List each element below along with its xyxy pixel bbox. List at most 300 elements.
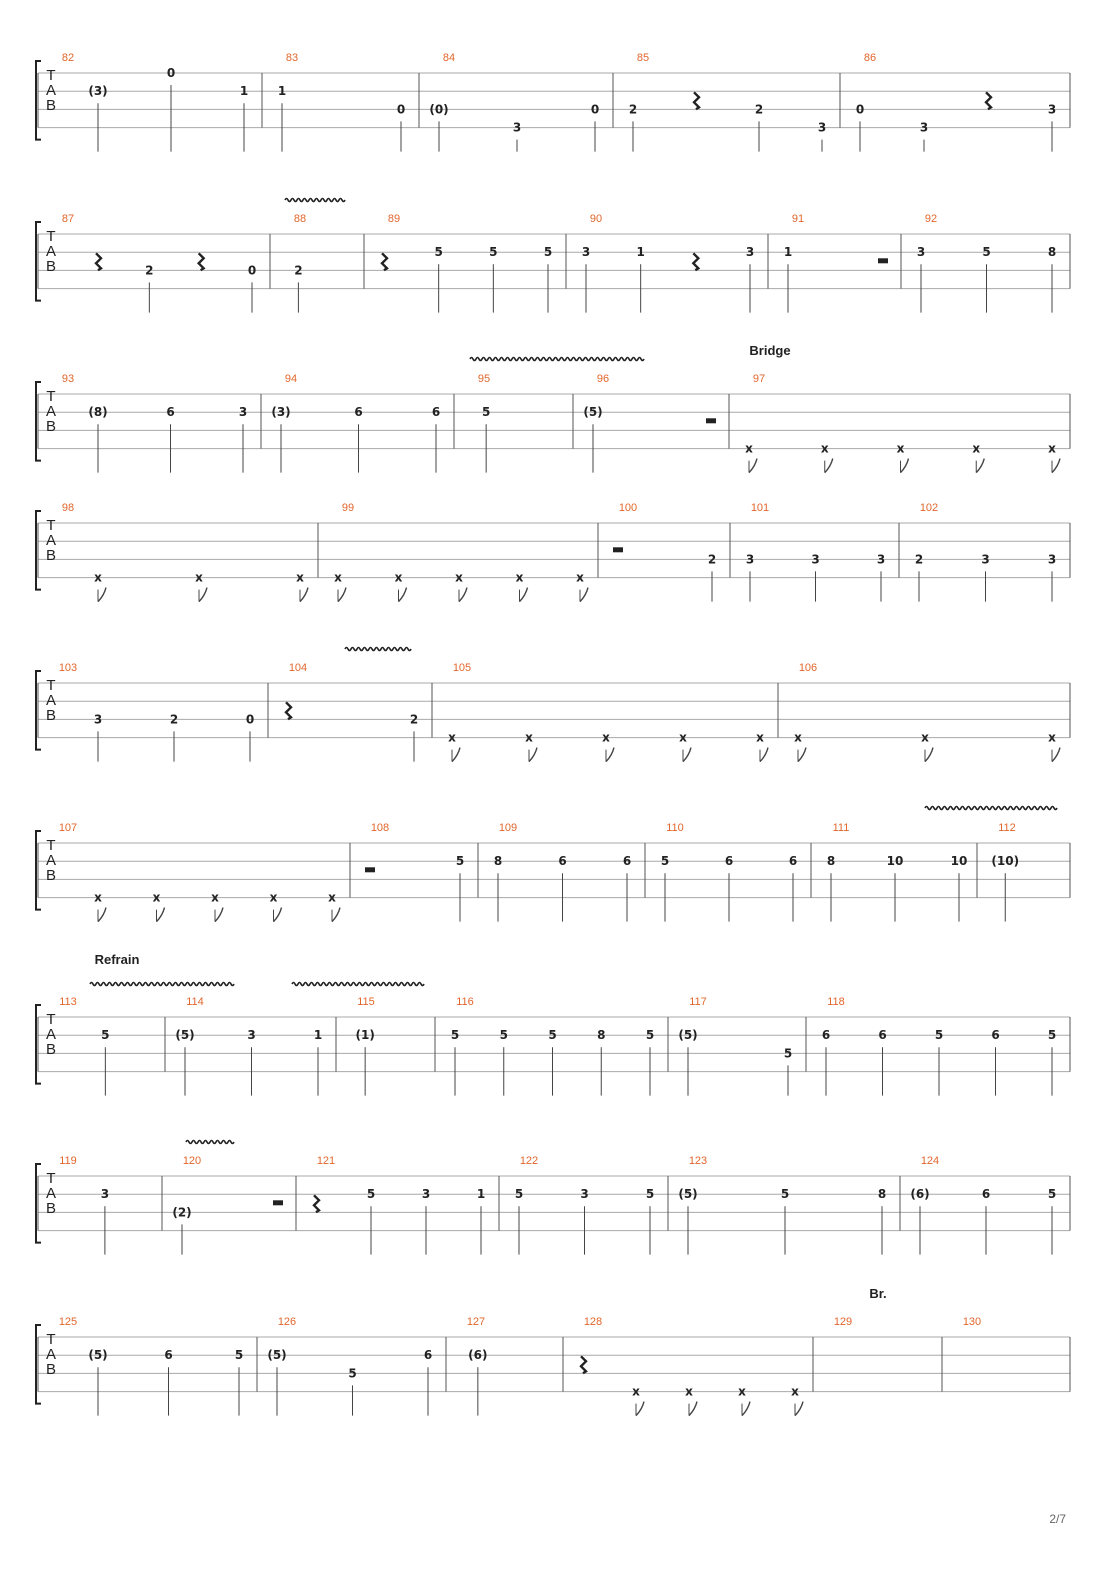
quarter-rest-mark [199, 253, 204, 270]
measure-number: 126 [277, 1316, 297, 1328]
tab-clef-letter: B [45, 707, 57, 724]
measure-99 [334, 502, 588, 602]
measure-number: 92 [924, 213, 938, 225]
measure-107 [59, 822, 340, 922]
fret-number: 3 [817, 120, 827, 135]
dead-note: x [455, 570, 463, 585]
tab-clef-letter: A [45, 243, 57, 260]
tab-clef-letter: A [45, 1026, 57, 1043]
fret-number: 2 [145, 263, 154, 278]
measure-129 [834, 1316, 852, 1328]
measure-91 [784, 213, 888, 313]
measure-121 [314, 1155, 485, 1255]
fret-number: 3 [811, 552, 820, 567]
tab-clef-letter: T [46, 1331, 56, 1348]
measure-number: 88 [293, 213, 307, 225]
eighth-flag [274, 908, 282, 922]
fret-number: 6 [878, 1028, 887, 1043]
eighth-flag [795, 1402, 803, 1416]
fret-number: 8 [597, 1028, 606, 1043]
dead-note: x [896, 441, 905, 456]
measure-86 [856, 52, 1056, 152]
dead-note: x [269, 890, 278, 905]
fret-number: 2 [169, 712, 179, 727]
dead-note: x [820, 441, 829, 456]
fret-number: 5 [366, 1187, 376, 1202]
eighth-flag [580, 588, 588, 602]
measure-number: 121 [316, 1155, 336, 1167]
measure-94 [271, 373, 440, 473]
fret-number: 3 [512, 120, 522, 135]
dead-note: x [334, 570, 342, 585]
fret-number: (5) [267, 1348, 287, 1363]
measure-82 [62, 52, 248, 152]
fret-number: 5 [1047, 1187, 1057, 1202]
fret-number: 6 [991, 1028, 1000, 1043]
fret-number: 2 [707, 552, 717, 567]
fret-number: 10 [950, 854, 968, 869]
tab-clef-letter: B [45, 1361, 57, 1378]
measure-number: 90 [589, 213, 603, 225]
tab-clef-letter: B [45, 258, 57, 275]
fret-number: 6 [724, 854, 734, 869]
eighth-flag [332, 908, 340, 922]
fret-number: 6 [431, 405, 441, 420]
eighth-flag [1052, 748, 1060, 762]
quarter-rest-mark [286, 702, 291, 719]
tab-system-5 [36, 648, 1070, 762]
tab-system-9 [36, 1316, 1070, 1416]
measure-104 [286, 662, 418, 762]
measure-number: 82 [61, 52, 75, 64]
measure-number: 128 [583, 1316, 603, 1328]
tab-clef-letter: T [46, 67, 56, 84]
fret-number: (2) [172, 1205, 192, 1220]
fret-number: 6 [354, 405, 363, 420]
fret-number: 6 [423, 1348, 433, 1363]
measure-130 [963, 1316, 981, 1328]
eighth-flag [199, 588, 207, 602]
measure-number: 111 [832, 822, 850, 834]
measure-number: 108 [370, 822, 390, 834]
quarter-rest-mark [694, 92, 699, 109]
fret-number: 3 [745, 552, 755, 567]
eighth-flag [300, 588, 308, 602]
measure-110 [661, 822, 797, 922]
fret-number: 5 [543, 245, 553, 260]
quarter-rest-mark [581, 1356, 586, 1373]
tab-clef-letter: T [46, 517, 56, 534]
fret-number: 3 [919, 120, 929, 135]
measure-111 [827, 822, 968, 922]
tab-clef-letter: B [45, 97, 57, 114]
tab-clef-letter: B [45, 1200, 57, 1217]
measure-90 [582, 213, 754, 313]
section-label: Refrain [94, 952, 140, 967]
measure-number: 86 [863, 52, 877, 64]
fret-number: 2 [754, 102, 764, 117]
fret-number: 3 [981, 552, 990, 567]
fret-number: 3 [93, 712, 103, 727]
fret-number: 6 [821, 1028, 831, 1043]
dead-note: x [525, 730, 533, 745]
dead-note: x [448, 730, 456, 745]
fret-number: 3 [876, 552, 886, 567]
dead-note: x [794, 730, 802, 745]
measure-122 [515, 1155, 654, 1255]
measure-number: 105 [452, 662, 472, 674]
measure-89 [382, 213, 552, 313]
eighth-flag [825, 459, 833, 473]
dead-note: x [756, 730, 764, 745]
fret-number: 3 [1047, 552, 1057, 567]
tab-clef-letter: A [45, 532, 57, 549]
fret-number: 5 [489, 245, 498, 260]
tab-system-6 [36, 807, 1070, 922]
measure-number: 130 [962, 1316, 982, 1328]
fret-number: 3 [238, 405, 248, 420]
dead-note: x [791, 1384, 799, 1399]
tab-clef-letter: T [46, 1011, 56, 1028]
measure-number: 100 [618, 502, 638, 514]
measure-87 [62, 213, 256, 313]
fret-number: 5 [1047, 1028, 1057, 1043]
dead-note: x [195, 570, 203, 585]
eighth-flag [742, 1402, 750, 1416]
fret-number: 3 [100, 1187, 110, 1202]
fret-number: 5 [548, 1028, 557, 1043]
fret-number: 0 [247, 263, 257, 278]
measure-number: 85 [636, 52, 650, 64]
dead-note: x [632, 1384, 640, 1399]
fret-number: 5 [348, 1366, 357, 1381]
fret-number: 6 [166, 405, 175, 420]
fret-number: 2 [409, 712, 419, 727]
measure-85 [629, 52, 826, 152]
fret-number: 5 [783, 1046, 793, 1061]
vibrato-mark [186, 1141, 234, 1144]
measure-128 [581, 1316, 803, 1416]
dead-note: x [328, 890, 336, 905]
tab-clef-letter: A [45, 82, 57, 99]
measure-number: 89 [387, 213, 401, 225]
fret-number: 5 [434, 245, 443, 260]
dead-note: x [211, 890, 219, 905]
section-label: Br. [869, 1286, 887, 1301]
eighth-flag [760, 748, 768, 762]
quarter-rest-mark [693, 253, 698, 270]
fret-number: 0 [590, 102, 600, 117]
tab-clef-letter: A [45, 403, 57, 420]
measure-number: 114 [186, 996, 204, 1008]
fret-number: 8 [493, 854, 503, 869]
half-rest-mark [706, 418, 716, 423]
dead-note: x [94, 890, 102, 905]
dead-note: x [94, 570, 102, 585]
fret-number: 5 [234, 1348, 244, 1363]
measure-124 [910, 1155, 1056, 1255]
tab-clef-letter: B [45, 547, 57, 564]
fret-number: 6 [558, 854, 567, 869]
fret-number: 2 [294, 263, 303, 278]
tab-clef-letter: T [46, 677, 56, 694]
section-label: Bridge [749, 343, 791, 358]
measure-109 [494, 822, 631, 922]
fret-number: 1 [636, 245, 645, 260]
measure-number: 129 [833, 1316, 853, 1328]
tab-clef-letter: B [45, 418, 57, 435]
measure-83 [278, 52, 405, 152]
measure-103 [59, 662, 254, 762]
eighth-flag [1052, 459, 1060, 473]
measure-number: 94 [284, 373, 298, 385]
fret-number: 3 [581, 245, 591, 260]
fret-number: 6 [788, 854, 798, 869]
fret-number: (0) [429, 102, 449, 117]
measure-119 [59, 1155, 109, 1255]
measure-116 [451, 996, 654, 1096]
dead-note: x [576, 570, 584, 585]
fret-number: 5 [660, 854, 670, 869]
measure-number: 91 [791, 213, 805, 225]
fret-number: (3) [271, 405, 291, 420]
fret-number: 3 [421, 1187, 431, 1202]
dead-note: x [1048, 730, 1056, 745]
measure-114 [175, 996, 322, 1096]
fret-number: 6 [622, 854, 632, 869]
vibrato-mark [90, 983, 234, 986]
measure-117 [678, 996, 792, 1096]
measure-number: 113 [59, 996, 77, 1008]
tab-system-1 [36, 52, 1070, 152]
fret-number: 5 [481, 405, 491, 420]
measure-number: 107 [58, 822, 78, 834]
eighth-flag [98, 908, 106, 922]
measure-number: 109 [498, 822, 518, 834]
eighth-flag [399, 588, 407, 602]
eighth-flag [901, 459, 909, 473]
fret-number: 1 [783, 245, 793, 260]
measure-number: 103 [58, 662, 78, 674]
half-rest-mark [878, 258, 888, 263]
tab-clef-letter: A [45, 692, 57, 709]
measure-113 [59, 996, 109, 1096]
measure-115 [355, 996, 374, 1096]
measure-100 [613, 502, 716, 602]
half-rest-mark [365, 867, 375, 872]
eighth-flag [689, 1402, 697, 1416]
tab-clef-letter: B [45, 867, 57, 884]
tab-clef-letter: A [45, 852, 57, 869]
measure-95 [478, 373, 490, 473]
measure-number: 122 [519, 1155, 539, 1167]
eighth-flag [452, 748, 460, 762]
tab-system-8 [36, 1141, 1070, 1255]
measure-126 [267, 1316, 432, 1416]
tab-clef-letter: A [45, 1346, 57, 1363]
measure-102 [915, 502, 1056, 602]
dead-note: x [394, 570, 403, 585]
vibrato-mark [470, 358, 644, 361]
half-rest-mark [273, 1200, 283, 1205]
fret-number: 6 [164, 1348, 173, 1363]
eighth-flag [529, 748, 537, 762]
measure-84 [429, 52, 599, 152]
measure-92 [917, 213, 1056, 313]
dead-note: x [679, 730, 687, 745]
tab-clef-letter: T [46, 228, 56, 245]
dead-note: x [745, 441, 753, 456]
measure-number: 116 [456, 996, 474, 1008]
measure-number: 112 [998, 822, 1016, 834]
dead-note: x [685, 1384, 693, 1399]
eighth-flag [215, 908, 223, 922]
vibrato-mark [925, 807, 1057, 810]
measure-125 [59, 1316, 243, 1416]
dead-note: x [515, 570, 524, 585]
fret-number: 5 [934, 1028, 944, 1043]
half-rest-mark [613, 547, 623, 552]
measure-120 [172, 1155, 283, 1255]
quarter-rest-mark [314, 1195, 319, 1212]
measure-number: 117 [689, 996, 707, 1008]
measure-number: 125 [58, 1316, 78, 1328]
measure-number: 102 [919, 502, 939, 514]
fret-number: 3 [580, 1187, 589, 1202]
measure-96 [583, 373, 716, 473]
measure-127 [467, 1316, 488, 1416]
measure-101 [746, 502, 885, 602]
measure-98 [62, 502, 308, 602]
measure-number: 118 [827, 996, 845, 1008]
measure-number: 84 [442, 52, 456, 64]
dead-note: x [602, 730, 610, 745]
eighth-flag [459, 588, 467, 602]
fret-number: 1 [277, 84, 287, 99]
measure-number: 97 [752, 373, 766, 385]
fret-number: 1 [239, 84, 249, 99]
tab-system-2 [36, 199, 1070, 313]
eighth-flag [338, 588, 346, 602]
tab-system-7 [36, 983, 1070, 1096]
measure-number: 96 [596, 373, 610, 385]
fret-number: (5) [88, 1348, 108, 1363]
tab-system-4 [36, 502, 1070, 602]
eighth-flag [976, 459, 984, 473]
fret-number: 2 [914, 552, 924, 567]
tab-clef-letter: T [46, 1170, 56, 1187]
tab-clef-letter: B [45, 1041, 57, 1058]
eighth-flag [683, 748, 691, 762]
fret-number: (5) [678, 1187, 698, 1202]
vibrato-mark [285, 199, 345, 202]
quarter-rest-mark [96, 253, 101, 270]
measure-118 [822, 996, 1056, 1096]
dead-note: x [921, 730, 929, 745]
fret-number: 5 [499, 1028, 508, 1043]
fret-number: 10 [886, 854, 904, 869]
eighth-flag [606, 748, 614, 762]
measure-123 [678, 1155, 886, 1255]
dead-note: x [972, 441, 981, 456]
fret-number: 8 [877, 1187, 887, 1202]
measure-number: 98 [61, 502, 75, 514]
measure-number: 106 [798, 662, 818, 674]
measure-number: 123 [688, 1155, 708, 1167]
fret-number: (5) [583, 405, 603, 420]
fret-number: 5 [982, 245, 991, 260]
dead-note: x [1048, 441, 1056, 456]
fret-number: 0 [166, 66, 176, 80]
measure-number: 119 [59, 1155, 77, 1167]
fret-number: (6) [468, 1348, 488, 1363]
fret-number: (8) [88, 405, 108, 420]
fret-number: (10) [991, 854, 1020, 869]
fret-number: 3 [745, 245, 755, 260]
fret-number: 5 [101, 1028, 110, 1043]
fret-number: 3 [247, 1028, 256, 1043]
measure-number: 99 [341, 502, 355, 514]
measure-88 [294, 213, 306, 313]
measure-number: 115 [357, 996, 375, 1008]
fret-number: 5 [780, 1187, 790, 1202]
eighth-flag [157, 908, 165, 922]
tab-clef-letter: T [46, 837, 56, 854]
measure-112 [991, 822, 1019, 922]
eighth-flag [98, 588, 106, 602]
measure-106 [794, 662, 1060, 762]
fret-number: 8 [1047, 245, 1057, 260]
eighth-flag [925, 748, 933, 762]
eighth-flag [636, 1402, 644, 1416]
measure-105 [448, 662, 768, 762]
measure-number: 83 [285, 52, 299, 64]
dead-note: x [296, 570, 304, 585]
measure-number: 120 [182, 1155, 202, 1167]
measure-93 [62, 373, 247, 473]
vibrato-mark [292, 983, 424, 986]
fret-number: 5 [455, 854, 465, 869]
measure-number: 93 [61, 373, 75, 385]
quarter-rest-mark [986, 92, 991, 109]
tab-system-3 [36, 358, 1070, 473]
dead-note: x [152, 890, 161, 905]
fret-number: 0 [396, 102, 406, 117]
fret-number: 6 [981, 1187, 991, 1202]
page-number: 2/7 [1049, 1512, 1066, 1526]
measure-number: 87 [61, 213, 75, 225]
quarter-rest-mark [382, 253, 387, 270]
dead-note: x [738, 1384, 746, 1399]
fret-number: (1) [355, 1028, 375, 1043]
fret-number: 8 [826, 854, 836, 869]
eighth-flag [798, 748, 806, 762]
fret-number: 0 [855, 102, 865, 117]
measure-number: 101 [750, 502, 770, 514]
measure-number: 127 [466, 1316, 486, 1328]
fret-number: 1 [313, 1028, 323, 1043]
fret-number: 3 [1047, 102, 1057, 117]
fret-number: 0 [245, 712, 255, 727]
measure-number: 124 [920, 1155, 940, 1167]
fret-number: (3) [88, 84, 108, 99]
measure-number: 104 [288, 662, 308, 674]
fret-number: (6) [910, 1187, 930, 1202]
fret-number: (5) [678, 1028, 698, 1043]
fret-number: 5 [645, 1187, 655, 1202]
tab-clef-letter: T [46, 388, 56, 405]
fret-number: 1 [476, 1187, 486, 1202]
